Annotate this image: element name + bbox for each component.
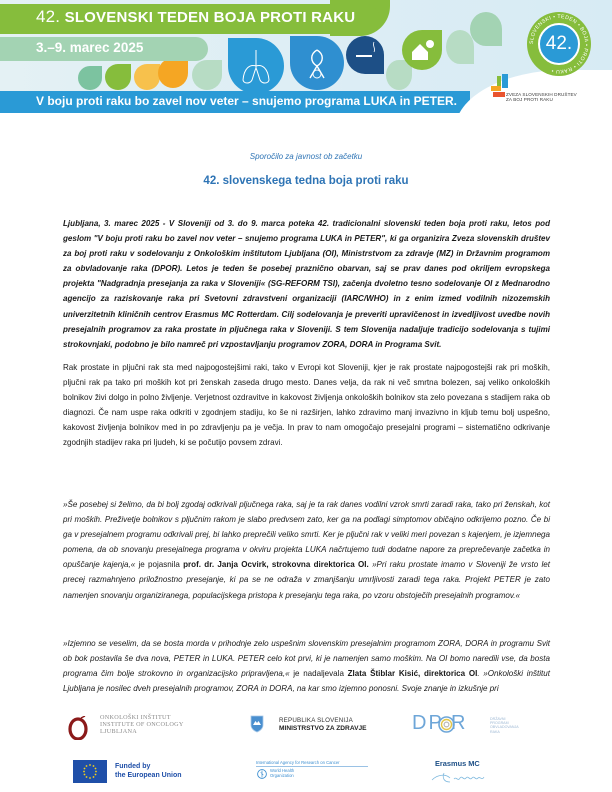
leaf-icon-flask [446,30,474,64]
iarc-divider [256,766,368,767]
leaf-icon-cigarette [346,36,384,74]
quote-text: . »Onkološki inštitut Ljubljana je nosilec dveh presejalnih programov, ZORA in DORA, na kar smo izjemno ponosni. Svoje znanje in izkušnje pri [63,669,551,694]
erasmus-mc-logo-text: Erasmus MC [435,759,480,768]
oncology-institute-logo-text: ONKOLOŠKI INŠTITUT INSTITUTE OF ONCOLOGY LJUBLJANA [100,714,184,736]
who-logo-text: World Health Organization [270,768,295,778]
leaf-icon-house-radiation [402,30,442,70]
quote-paragraph-stiblar [63,636,550,696]
speaker-name: Zlata Štiblar Kisić, direktorica OI [347,669,478,679]
attribution-text: je nadaljevala [289,669,348,679]
speaker-name: prof. dr. Janja Ocvirk, strokovna direktorica OI. [183,560,369,570]
erasmus-signature-icon [430,770,492,784]
leaf-icon-sun [158,58,188,88]
attribution-text: je pojasnila [135,560,184,570]
ministry-logo-line1: REPUBLIKA SLOVENIJA [279,717,353,724]
leaf-icon-walker [192,60,222,90]
who-emblem-icon [257,769,267,779]
leaf-icon-building [105,64,131,90]
leaf-icon-prostate-ribbon [290,36,344,90]
quote-text: »Še posebej si želimo, da bi bolj zgodaj odkrivali pljučnega raka, saj je ta rak danes vodilni vzrok smrti zaradi raka, tako pri ženskah, kot pri moških. Preživetje bolnikov s pljučnim rakom je slabo predvsem zato, ker ga na podlagi simptomov običajno odkrijemo pozno. Če bi ga v presejalnem programu odkrivali prej, bi lahko preprečili veliko smrti. Ker je pljučni rak v veliki meri povezan s kajenjem, je izjemnega pomena, da ob snovanju presejalnega programa v okviru projekta LUKA načrtujemo tudi dodatne napore za preprečevanje začetka in opuščanje kajenja,« [63,500,550,570]
iarc-logo-text: International Agency for Research on Cancer [256,760,340,765]
leaf-icon-lungs [228,38,284,94]
quote-text: »Pri raku prostate imamo v Sloveniji že vrsto let precej razmahnjeno priložnostno presejanje, ki pa se ne odraža v zmanjšanju umrljivosti zaradi tega raka. Projekt PETER je zato namenjen snovanju organiziranega, populacijskega pristopa k presejanju tega raka, po vzoru obstoječih presejalnih programov.« [63,560,551,600]
body-paragraph-cancer-stats: Rak prostate in pljučni rak sta med najpogostejšimi raki, tako v Evropi kot Sloveniji, kjer je rak prostate najpogostejši rak pri moških, pljučni rak pa tako pri moških kot pri ženskah zaseda drugo mesto. Danes velja, da rak ni več smrtna bolezen, saj veliko onkoloških bolnikov živi dolgo in polno življenje. Verjetnost ozdravitve in kakovost življenja onkoloških bolnikov sta zelo povezana s stadijem raka ob diagnozi. Če nam uspe raka odkriti v zgodnjem stadiju, ko še ni razširjen, lahko zdravimo manj invazivno in kljub temu bolj uspešno, kakovost življenja bolnikov med in po zdravljenju pa je večja. In prav to nam omogočajo presejalni programi – sistematično odkrivanje zgodnjih stadijev raka pri ljudeh, ki se počutijo povsem zdravi. [63,363,550,448]
banner-dates: 3.–9. marec 2025 [36,40,144,55]
leaf-icon-ribbon [78,66,102,90]
banner-title [36,7,355,27]
lead-paragraph: Ljubljana, 3. marec 2025 - V Sloveniji od 3. do 9. marca poteka 42. tradicionalni slovenski teden boja proti raku, letos pod geslom "V boju proti raku bo zavel nov veter – snujemo programa LUKA in PETER", ki ga organizira Zveza slovenskih društev za boj proti raku v sodelovanju z Onkološkim inštitutom Ljubljana (OI), Ministrstvom za zdravje (MZ) in Državnim programom za obvladovanje raka (DPOR). Letos je teden še posebej praznično obarvan, saj se prav danes pod okriljem evropskega projekta "Nadgradnja presejanja za raka v Sloveniji« (SG-REFORM TSI), začenja dvoletno tesno sodelovanje OI z Mednarodno agencijo za raziskovanje raka pri Svetovni zdravstveni organizaciji (IARC/WHO) in z enim izmed vodilnih nizozemskih univerzitetnih kliničnih centrov Erasmus MC Rotterdam. Cilj sodelovanja je preveriti upravičenost in izvedljivost uvedbe novih presejalnih programov za raka prostate in pljučnega raka v Sloveniji. S tem Slovenija nadaljuje tradicijo sodelovanja s tujimi strokovnjaki, podobno je bilo namreč pri vzpostavljanju programov ZORA, DORA in Programa Svit. [63,219,550,349]
oncology-institute-logo-icon [68,716,88,740]
organizer-logo-text: ZVEZA SLOVENSKIH DRUŠTEV ZA BOJ PROTI RAKU [506,92,577,103]
leaf-icon-person [134,64,160,90]
dpor-target-icon [438,716,455,733]
banner-title-text: SLOVENSKI TEDEN BOJA PROTI RAKU [64,9,356,26]
quote-paragraph-ocvirk [63,497,550,603]
badge-number: 42. [538,23,580,65]
ministry-logo-line2: MINISTRSTVO ZA ZDRAVJE [279,725,367,732]
leaf-icon-syringe [470,12,502,46]
edition-badge [527,12,591,76]
dpor-logo-text: DP R [412,712,468,734]
header-banner [0,0,612,122]
quote-text: »Izjemno se veselim, da se bosta morda v prihodnje zelo uspešnim slovenskim presejalnim programom ZORA, DORA in programu Svit ob bok postavila še dva nova, PETER in LUKA. PETER celo kot prvi, ki je namenjen samo moškim. Na OI bomo naredili vse, da bosta programa čim bolje strokovno in organizacijsko pripravljena,« [63,639,550,679]
eu-flag-icon [73,760,107,783]
eu-funding-text: Funded by the European Union [115,763,182,779]
svg-text:SLOVENSKI • TEDEN • BOJA • PRO: SLOVENSKI • TEDEN • BOJA • PROTI • RAKU • [528,13,590,75]
dpor-logo-subtext: DRŽAVNI PROGRAM OBVLADOVANJA RAKA [490,717,519,734]
slovenia-coat-of-arms-icon [250,715,264,733]
banner-edition-number: 42. [36,7,61,26]
press-release-subtitle: Sporočilo za javnost ob začetku [249,152,363,161]
banner-slogan: V boju proti raku bo zavel nov veter – snujemo programa LUKA in PETER. [36,94,457,108]
document-title: 42. slovenskega tedna boja proti raku [203,175,409,187]
